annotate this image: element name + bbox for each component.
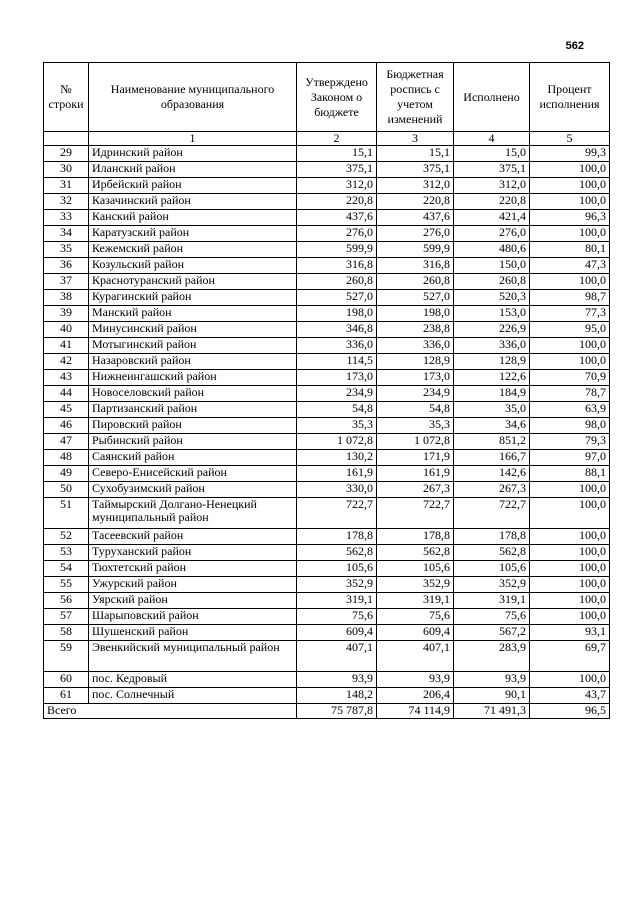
percent-value: 98,7 <box>530 290 610 306</box>
row-number: 37 <box>44 274 89 290</box>
approved-value: 75,6 <box>297 609 377 625</box>
approved-value: 316,8 <box>297 258 377 274</box>
approved-value: 173,0 <box>297 370 377 386</box>
approved-value: 437,6 <box>297 210 377 226</box>
percent-value: 47,3 <box>530 258 610 274</box>
municipality-name: Рыбинский район <box>89 434 297 450</box>
table-row <box>44 688 610 704</box>
table-row <box>44 529 610 545</box>
percent-value: 100,0 <box>530 529 610 545</box>
executed-value: 15,0 <box>454 146 530 162</box>
row-number: 47 <box>44 434 89 450</box>
row-number: 46 <box>44 418 89 434</box>
executed-value: 567,2 <box>454 625 530 641</box>
revised-value: 1 072,8 <box>377 434 454 450</box>
table-row <box>44 210 610 226</box>
revised-value: 316,8 <box>377 258 454 274</box>
municipality-name: Курагинский район <box>89 290 297 306</box>
column-number: 2 <box>297 132 377 146</box>
table-row <box>44 162 610 178</box>
municipality-name: Тюхтетский район <box>89 561 297 577</box>
row-number: 56 <box>44 593 89 609</box>
revised-value: 407,1 <box>377 641 454 672</box>
row-number: 41 <box>44 338 89 354</box>
executed-value: 105,6 <box>454 561 530 577</box>
approved-value: 220,8 <box>297 194 377 210</box>
row-number: 49 <box>44 466 89 482</box>
municipality-name: Таймырский Долгано-Ненецкий муниципальный район <box>89 498 297 529</box>
table-row <box>44 370 610 386</box>
executed-value: 520,3 <box>454 290 530 306</box>
total-label: Всего <box>44 704 297 719</box>
table-row <box>44 609 610 625</box>
row-number: 29 <box>44 146 89 162</box>
revised-value: 267,3 <box>377 482 454 498</box>
municipality-name: Шарыповский район <box>89 609 297 625</box>
executed-value: 122,6 <box>454 370 530 386</box>
table-row <box>44 593 610 609</box>
municipality-name: пос. Кедровый <box>89 672 297 688</box>
column-number-row <box>44 132 610 146</box>
percent-value: 100,0 <box>530 338 610 354</box>
row-number: 45 <box>44 402 89 418</box>
municipality-name: Северо-Енисейский район <box>89 466 297 482</box>
table-row <box>44 498 610 529</box>
row-number: 59 <box>44 641 89 672</box>
executed-value: 90,1 <box>454 688 530 704</box>
executed-value: 722,7 <box>454 498 530 529</box>
approved-value: 330,0 <box>297 482 377 498</box>
revised-value: 527,0 <box>377 290 454 306</box>
budget-execution-table <box>43 62 610 719</box>
approved-value: 114,5 <box>297 354 377 370</box>
header-name: Наименование муниципального образования <box>89 63 297 132</box>
approved-value: 336,0 <box>297 338 377 354</box>
table-row <box>44 402 610 418</box>
percent-value: 100,0 <box>530 162 610 178</box>
municipality-name: Новоселовский район <box>89 386 297 402</box>
row-number: 42 <box>44 354 89 370</box>
municipality-name: Ирбейский район <box>89 178 297 194</box>
revised-value: 336,0 <box>377 338 454 354</box>
executed-value: 319,1 <box>454 593 530 609</box>
approved-value: 599,9 <box>297 242 377 258</box>
executed-value: 93,9 <box>454 672 530 688</box>
table-row <box>44 672 610 688</box>
percent-value: 79,3 <box>530 434 610 450</box>
municipality-name: Ужурский район <box>89 577 297 593</box>
header-percent: Процент исполнения <box>530 63 610 132</box>
total-approved: 75 787,8 <box>297 704 377 719</box>
table-row <box>44 290 610 306</box>
executed-value: 562,8 <box>454 545 530 561</box>
row-number: 34 <box>44 226 89 242</box>
row-number: 44 <box>44 386 89 402</box>
row-number: 50 <box>44 482 89 498</box>
municipality-name: Иланский район <box>89 162 297 178</box>
revised-value: 35,3 <box>377 418 454 434</box>
revised-value: 319,1 <box>377 593 454 609</box>
header-row-no: № строки <box>44 63 89 132</box>
approved-value: 130,2 <box>297 450 377 466</box>
percent-value: 100,0 <box>530 545 610 561</box>
executed-value: 336,0 <box>454 338 530 354</box>
table-row <box>44 450 610 466</box>
executed-value: 260,8 <box>454 274 530 290</box>
column-number: 1 <box>89 132 297 146</box>
percent-value: 97,0 <box>530 450 610 466</box>
executed-value: 142,6 <box>454 466 530 482</box>
row-number: 51 <box>44 498 89 529</box>
percent-value: 98,0 <box>530 418 610 434</box>
table-row <box>44 274 610 290</box>
table-row <box>44 242 610 258</box>
row-number: 58 <box>44 625 89 641</box>
table-row <box>44 561 610 577</box>
row-number: 55 <box>44 577 89 593</box>
executed-value: 375,1 <box>454 162 530 178</box>
executed-value: 421,4 <box>454 210 530 226</box>
table-row <box>44 625 610 641</box>
percent-value: 99,3 <box>530 146 610 162</box>
approved-value: 319,1 <box>297 593 377 609</box>
row-number: 60 <box>44 672 89 688</box>
approved-value: 346,8 <box>297 322 377 338</box>
executed-value: 480,6 <box>454 242 530 258</box>
header-budget-revised: Бюджетная роспись с учетом изменений <box>377 63 454 132</box>
municipality-name: Минусинский район <box>89 322 297 338</box>
total-executed: 71 491,3 <box>454 704 530 719</box>
percent-value: 100,0 <box>530 672 610 688</box>
header-approved: Утверждено Законом о бюджете <box>297 63 377 132</box>
executed-value: 352,9 <box>454 577 530 593</box>
row-number: 48 <box>44 450 89 466</box>
executed-value: 128,9 <box>454 354 530 370</box>
percent-value: 100,0 <box>530 593 610 609</box>
row-number: 53 <box>44 545 89 561</box>
approved-value: 375,1 <box>297 162 377 178</box>
approved-value: 198,0 <box>297 306 377 322</box>
percent-value: 100,0 <box>530 178 610 194</box>
row-number: 38 <box>44 290 89 306</box>
executed-value: 184,9 <box>454 386 530 402</box>
executed-value: 150,0 <box>454 258 530 274</box>
percent-value: 100,0 <box>530 609 610 625</box>
executed-value: 220,8 <box>454 194 530 210</box>
revised-value: 238,8 <box>377 322 454 338</box>
total-row <box>44 704 610 719</box>
percent-value: 100,0 <box>530 482 610 498</box>
executed-value: 226,9 <box>454 322 530 338</box>
percent-value: 88,1 <box>530 466 610 482</box>
approved-value: 148,2 <box>297 688 377 704</box>
row-number: 31 <box>44 178 89 194</box>
revised-value: 93,9 <box>377 672 454 688</box>
municipality-name: Сухобузимский район <box>89 482 297 498</box>
percent-value: 100,0 <box>530 498 610 529</box>
approved-value: 527,0 <box>297 290 377 306</box>
percent-value: 93,1 <box>530 625 610 641</box>
row-number: 30 <box>44 162 89 178</box>
municipality-name: Нижнеингашский район <box>89 370 297 386</box>
percent-value: 100,0 <box>530 194 610 210</box>
executed-value: 153,0 <box>454 306 530 322</box>
table-row <box>44 322 610 338</box>
municipality-name: Эвенкийский муниципальный район <box>89 641 297 672</box>
approved-value: 407,1 <box>297 641 377 672</box>
executed-value: 851,2 <box>454 434 530 450</box>
table-row <box>44 338 610 354</box>
municipality-name: Идринский район <box>89 146 297 162</box>
revised-value: 206,4 <box>377 688 454 704</box>
approved-value: 93,9 <box>297 672 377 688</box>
table-row <box>44 306 610 322</box>
municipality-name: Партизанский район <box>89 402 297 418</box>
revised-value: 171,9 <box>377 450 454 466</box>
table-row <box>44 178 610 194</box>
approved-value: 178,8 <box>297 529 377 545</box>
approved-value: 105,6 <box>297 561 377 577</box>
row-number: 57 <box>44 609 89 625</box>
revised-value: 609,4 <box>377 625 454 641</box>
approved-value: 234,9 <box>297 386 377 402</box>
percent-value: 100,0 <box>530 226 610 242</box>
table-row <box>44 434 610 450</box>
municipality-name: Казачинский район <box>89 194 297 210</box>
municipality-name: Козульский район <box>89 258 297 274</box>
total-revised: 74 114,9 <box>377 704 454 719</box>
table-row <box>44 641 610 672</box>
revised-value: 105,6 <box>377 561 454 577</box>
revised-value: 128,9 <box>377 354 454 370</box>
approved-value: 276,0 <box>297 226 377 242</box>
column-number: 3 <box>377 132 454 146</box>
percent-value: 80,1 <box>530 242 610 258</box>
percent-value: 96,3 <box>530 210 610 226</box>
approved-value: 161,9 <box>297 466 377 482</box>
table-row <box>44 418 610 434</box>
executed-value: 35,0 <box>454 402 530 418</box>
row-number: 39 <box>44 306 89 322</box>
municipality-name: Уярский район <box>89 593 297 609</box>
municipality-name: Тасеевский район <box>89 529 297 545</box>
revised-value: 178,8 <box>377 529 454 545</box>
revised-value: 161,9 <box>377 466 454 482</box>
municipality-name: Туруханский район <box>89 545 297 561</box>
municipality-name: Пировский район <box>89 418 297 434</box>
municipality-name: Кежемский район <box>89 242 297 258</box>
total-percent: 96,5 <box>530 704 610 719</box>
table-row <box>44 545 610 561</box>
table-row <box>44 194 610 210</box>
executed-value: 312,0 <box>454 178 530 194</box>
municipality-name: Краснотуранский район <box>89 274 297 290</box>
revised-value: 15,1 <box>377 146 454 162</box>
percent-value: 43,7 <box>530 688 610 704</box>
revised-value: 722,7 <box>377 498 454 529</box>
percent-value: 100,0 <box>530 274 610 290</box>
revised-value: 599,9 <box>377 242 454 258</box>
revised-value: 173,0 <box>377 370 454 386</box>
table-row <box>44 226 610 242</box>
header-row <box>44 63 610 132</box>
revised-value: 276,0 <box>377 226 454 242</box>
row-number: 54 <box>44 561 89 577</box>
revised-value: 312,0 <box>377 178 454 194</box>
approved-value: 1 072,8 <box>297 434 377 450</box>
executed-value: 34,6 <box>454 418 530 434</box>
municipality-name: Каратузский район <box>89 226 297 242</box>
table-row <box>44 386 610 402</box>
table-row <box>44 482 610 498</box>
percent-value: 100,0 <box>530 577 610 593</box>
column-number: 4 <box>454 132 530 146</box>
row-number: 33 <box>44 210 89 226</box>
percent-value: 69,7 <box>530 641 610 672</box>
revised-value: 375,1 <box>377 162 454 178</box>
row-number: 43 <box>44 370 89 386</box>
approved-value: 35,3 <box>297 418 377 434</box>
table-row <box>44 577 610 593</box>
row-number: 35 <box>44 242 89 258</box>
row-number: 61 <box>44 688 89 704</box>
approved-value: 260,8 <box>297 274 377 290</box>
page-number: 562 <box>565 40 584 52</box>
row-number: 32 <box>44 194 89 210</box>
executed-value: 276,0 <box>454 226 530 242</box>
percent-value: 78,7 <box>530 386 610 402</box>
column-number-empty <box>44 132 89 146</box>
approved-value: 722,7 <box>297 498 377 529</box>
revised-value: 234,9 <box>377 386 454 402</box>
executed-value: 166,7 <box>454 450 530 466</box>
municipality-name: пос. Солнечный <box>89 688 297 704</box>
table-row <box>44 146 610 162</box>
table-row <box>44 466 610 482</box>
revised-value: 437,6 <box>377 210 454 226</box>
row-number: 36 <box>44 258 89 274</box>
approved-value: 312,0 <box>297 178 377 194</box>
executed-value: 75,6 <box>454 609 530 625</box>
municipality-name: Мотыгинский район <box>89 338 297 354</box>
table-row <box>44 354 610 370</box>
row-number: 40 <box>44 322 89 338</box>
municipality-name: Саянский район <box>89 450 297 466</box>
municipality-name: Назаровский район <box>89 354 297 370</box>
revised-value: 54,8 <box>377 402 454 418</box>
approved-value: 562,8 <box>297 545 377 561</box>
municipality-name: Манский район <box>89 306 297 322</box>
revised-value: 562,8 <box>377 545 454 561</box>
revised-value: 352,9 <box>377 577 454 593</box>
percent-value: 77,3 <box>530 306 610 322</box>
table-row <box>44 258 610 274</box>
percent-value: 70,9 <box>530 370 610 386</box>
executed-value: 267,3 <box>454 482 530 498</box>
approved-value: 352,9 <box>297 577 377 593</box>
approved-value: 15,1 <box>297 146 377 162</box>
revised-value: 220,8 <box>377 194 454 210</box>
approved-value: 609,4 <box>297 625 377 641</box>
header-executed: Исполнено <box>454 63 530 132</box>
revised-value: 75,6 <box>377 609 454 625</box>
percent-value: 100,0 <box>530 354 610 370</box>
column-number: 5 <box>530 132 610 146</box>
percent-value: 100,0 <box>530 561 610 577</box>
municipality-name: Канский район <box>89 210 297 226</box>
executed-value: 178,8 <box>454 529 530 545</box>
approved-value: 54,8 <box>297 402 377 418</box>
percent-value: 95,0 <box>530 322 610 338</box>
percent-value: 63,9 <box>530 402 610 418</box>
row-number: 52 <box>44 529 89 545</box>
executed-value: 283,9 <box>454 641 530 672</box>
municipality-name: Шушенский район <box>89 625 297 641</box>
revised-value: 260,8 <box>377 274 454 290</box>
revised-value: 198,0 <box>377 306 454 322</box>
